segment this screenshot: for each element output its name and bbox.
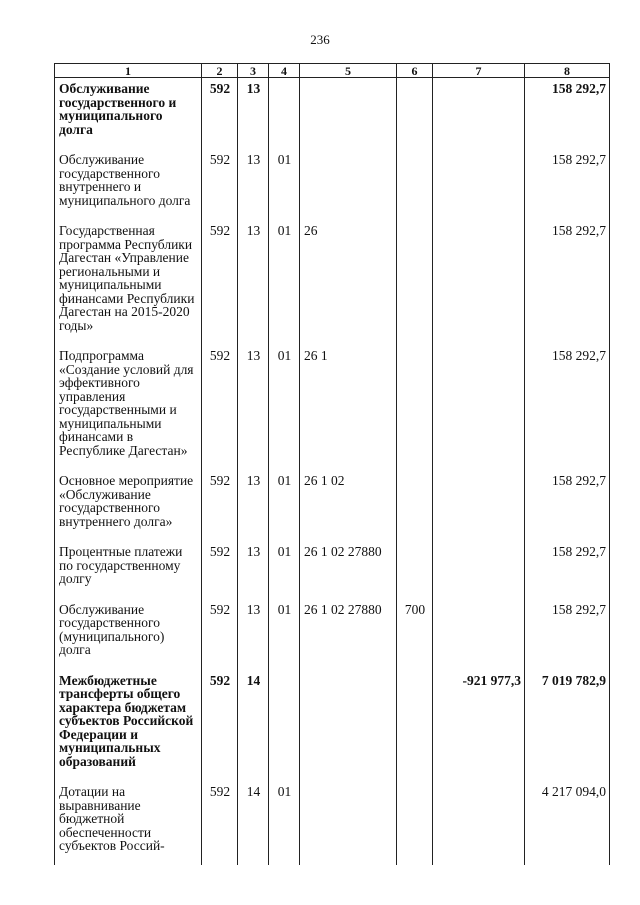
cell-section: 14 bbox=[238, 669, 269, 781]
column-header: 2 bbox=[202, 64, 238, 78]
cell-total-amount: 7 019 782,9 bbox=[525, 669, 610, 781]
cell-subsection: 01 bbox=[269, 148, 300, 219]
cell-subsection: 01 bbox=[269, 780, 300, 865]
table-row bbox=[55, 780, 610, 865]
cell-total-amount: 158 292,7 bbox=[525, 148, 610, 219]
row-name: Обслуживание государственного и муниципального долга bbox=[55, 78, 202, 149]
cell-total-amount: 158 292,7 bbox=[525, 344, 610, 469]
row-name: Подпрограмма «Создание условий для эффективного управления государственными и муниципальными финансами в Республике Дагестан» bbox=[55, 344, 202, 469]
cell-ministry-code: 592 bbox=[202, 540, 238, 598]
cell-ministry-code: 592 bbox=[202, 669, 238, 781]
cell-expense-type bbox=[397, 469, 433, 540]
column-header: 5 bbox=[300, 64, 397, 78]
cell-expense-type bbox=[397, 780, 433, 865]
cell-change-amount bbox=[433, 148, 525, 219]
cell-ministry-code: 592 bbox=[202, 219, 238, 344]
cell-total-amount: 158 292,7 bbox=[525, 540, 610, 598]
cell-target-article: 26 1 bbox=[300, 344, 397, 469]
cell-change-amount bbox=[433, 780, 525, 865]
cell-ministry-code: 592 bbox=[202, 780, 238, 865]
table-row bbox=[55, 669, 610, 781]
cell-target-article: 26 1 02 bbox=[300, 469, 397, 540]
table-body bbox=[55, 78, 610, 865]
cell-subsection: 01 bbox=[269, 598, 300, 669]
table-row bbox=[55, 540, 610, 598]
cell-section: 13 bbox=[238, 344, 269, 469]
cell-target-article: 26 bbox=[300, 219, 397, 344]
cell-expense-type: 700 bbox=[397, 598, 433, 669]
cell-total-amount: 4 217 094,0 bbox=[525, 780, 610, 865]
cell-ministry-code: 592 bbox=[202, 344, 238, 469]
cell-ministry-code: 592 bbox=[202, 148, 238, 219]
cell-target-article bbox=[300, 148, 397, 219]
cell-section: 14 bbox=[238, 780, 269, 865]
cell-target-article: 26 1 02 27880 bbox=[300, 540, 397, 598]
table-row bbox=[55, 598, 610, 669]
row-name: Обслуживание государственного внутреннего и муниципального долга bbox=[55, 148, 202, 219]
cell-section: 13 bbox=[238, 469, 269, 540]
row-name: Межбюджетные трансферты общего характера бюджетам субъектов Российской Федерации и муниципальных образований bbox=[55, 669, 202, 781]
cell-subsection: 01 bbox=[269, 344, 300, 469]
cell-change-amount bbox=[433, 78, 525, 149]
cell-change-amount bbox=[433, 540, 525, 598]
cell-total-amount: 158 292,7 bbox=[525, 219, 610, 344]
column-header: 3 bbox=[238, 64, 269, 78]
cell-target-article bbox=[300, 78, 397, 149]
column-header: 8 bbox=[525, 64, 610, 78]
cell-total-amount: 158 292,7 bbox=[525, 598, 610, 669]
cell-ministry-code: 592 bbox=[202, 78, 238, 149]
row-name: Основное мероприятие «Обслуживание государственного внутреннего долга» bbox=[55, 469, 202, 540]
row-name: Процентные платежи по государственному долгу bbox=[55, 540, 202, 598]
cell-change-amount bbox=[433, 344, 525, 469]
table-row bbox=[55, 469, 610, 540]
header-row bbox=[55, 64, 610, 78]
cell-subsection bbox=[269, 78, 300, 149]
cell-ministry-code: 592 bbox=[202, 598, 238, 669]
cell-change-amount bbox=[433, 598, 525, 669]
cell-section: 13 bbox=[238, 78, 269, 149]
cell-change-amount: -921 977,3 bbox=[433, 669, 525, 781]
column-header: 1 bbox=[55, 64, 202, 78]
table-row bbox=[55, 219, 610, 344]
cell-expense-type bbox=[397, 540, 433, 598]
cell-change-amount bbox=[433, 219, 525, 344]
budget-table bbox=[54, 63, 610, 865]
cell-section: 13 bbox=[238, 540, 269, 598]
column-header: 4 bbox=[269, 64, 300, 78]
cell-expense-type bbox=[397, 148, 433, 219]
cell-subsection: 01 bbox=[269, 469, 300, 540]
table-row bbox=[55, 148, 610, 219]
cell-section: 13 bbox=[238, 219, 269, 344]
cell-expense-type bbox=[397, 344, 433, 469]
row-name: Обслуживание государственного (муниципального) долга bbox=[55, 598, 202, 669]
cell-target-article: 26 1 02 27880 bbox=[300, 598, 397, 669]
row-name: Государственная программа Республики Дагестан «Управление региональными и муниципальными финансами Республики Дагестан на 2015-2020 годы» bbox=[55, 219, 202, 344]
table-row bbox=[55, 344, 610, 469]
cell-expense-type bbox=[397, 669, 433, 781]
cell-target-article bbox=[300, 780, 397, 865]
cell-total-amount: 158 292,7 bbox=[525, 78, 610, 149]
cell-section: 13 bbox=[238, 148, 269, 219]
cell-expense-type bbox=[397, 78, 433, 149]
table-row bbox=[55, 78, 610, 149]
page-number: 236 bbox=[310, 32, 330, 47]
cell-ministry-code: 592 bbox=[202, 469, 238, 540]
cell-subsection: 01 bbox=[269, 219, 300, 344]
cell-section: 13 bbox=[238, 598, 269, 669]
column-header: 6 bbox=[397, 64, 433, 78]
cell-target-article bbox=[300, 669, 397, 781]
cell-total-amount: 158 292,7 bbox=[525, 469, 610, 540]
cell-subsection bbox=[269, 669, 300, 781]
row-name: Дотации на выравнивание бюджетной обеспеченности субъектов Россий- bbox=[55, 780, 202, 865]
cell-change-amount bbox=[433, 469, 525, 540]
column-header: 7 bbox=[433, 64, 525, 78]
cell-expense-type bbox=[397, 219, 433, 344]
cell-subsection: 01 bbox=[269, 540, 300, 598]
